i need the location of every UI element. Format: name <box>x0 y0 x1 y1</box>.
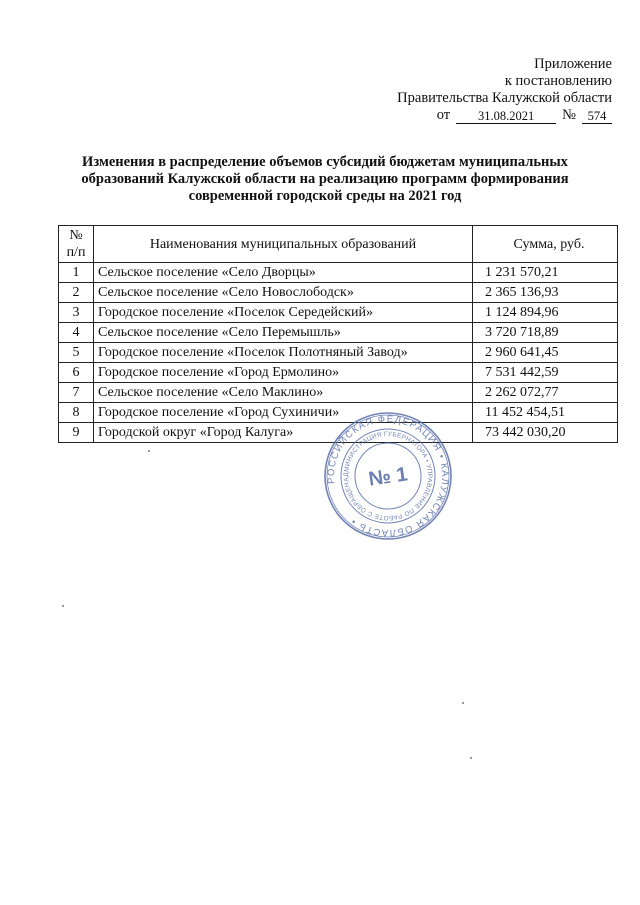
header-sum: Сумма, руб. <box>473 226 618 263</box>
subsidy-table <box>58 225 618 443</box>
scan-speck <box>470 757 472 759</box>
scan-speck <box>462 702 464 704</box>
row-municipality: Сельское поселение «Село Новослободск» <box>94 283 473 303</box>
table-header-row <box>59 226 618 263</box>
row-municipality: Городской округ «Город Калуга» <box>94 423 473 443</box>
row-municipality: Городское поселение «Поселок Полотняный Завод» <box>94 343 473 363</box>
row-sum: 7 531 442,59 <box>473 363 618 383</box>
row-sum: 1 231 570,21 <box>473 263 618 283</box>
header-number-line-2: п/п <box>66 245 86 260</box>
row-sum: 11 452 454,51 <box>473 403 618 423</box>
table-row <box>59 383 618 403</box>
table-row <box>59 343 618 363</box>
table-row <box>59 263 618 283</box>
appendix-label: Приложение <box>534 56 612 72</box>
row-sum: 2 365 136,93 <box>473 283 618 303</box>
header-number <box>59 226 94 263</box>
row-sum: 2 262 072,77 <box>473 383 618 403</box>
row-municipality: Сельское поселение «Село Маклино» <box>94 383 473 403</box>
official-seal <box>313 401 462 550</box>
row-number: 2 <box>59 283 94 303</box>
seal-graphic <box>313 401 462 550</box>
resolution-label: к постановлению <box>504 73 612 89</box>
row-municipality: Городское поселение «Поселок Середейский» <box>94 303 473 323</box>
row-number: 5 <box>59 343 94 363</box>
appendix-header <box>312 56 612 124</box>
row-number: 9 <box>59 423 94 443</box>
row-municipality: Сельское поселение «Село Перемышль» <box>94 323 473 343</box>
row-sum: 3 720 718,89 <box>473 323 618 343</box>
government-label: Правительства Калужской области <box>397 90 612 106</box>
row-sum: 73 442 030,20 <box>473 423 618 443</box>
document-title <box>60 154 590 205</box>
resolution-number: 574 <box>582 110 612 124</box>
seal-inner-text: АДМИНИСТРАЦИЯ ГУБЕРНАТОРА • УПРАВЛЕНИЕ ПО РАБОТЕ С ОБРАЩЕНИЯМИ ГРАЖДАН <box>313 414 434 522</box>
row-number: 3 <box>59 303 94 323</box>
table-row <box>59 303 618 323</box>
header-number-line-1: № <box>69 228 83 243</box>
title-line-3: современной городской среды на 2021 год <box>188 188 462 204</box>
header-name: Наименования муниципальных образований <box>94 226 473 263</box>
table-row <box>59 323 618 343</box>
row-municipality: Сельское поселение «Село Дворцы» <box>94 263 473 283</box>
title-line-1: Изменения в распределение объемов субсидий бюджетам муниципальных <box>82 154 568 170</box>
number-label: № <box>562 107 576 123</box>
row-number: 4 <box>59 323 94 343</box>
row-number: 6 <box>59 363 94 383</box>
row-municipality: Городское поселение «Город Сухиничи» <box>94 403 473 423</box>
row-number: 8 <box>59 403 94 423</box>
seal-center-text: № 1 <box>367 463 409 491</box>
row-number: 7 <box>59 383 94 403</box>
row-sum: 2 960 641,45 <box>473 343 618 363</box>
scan-speck <box>62 605 64 607</box>
row-number: 1 <box>59 263 94 283</box>
from-label: от <box>436 107 451 123</box>
seal-outer-text: РОССИЙСКАЯ ФЕДЕРАЦИЯ • КАЛУЖСКАЯ ОБЛАСТЬ • <box>325 413 451 539</box>
table-row <box>59 283 618 303</box>
resolution-date: 31.08.2021 <box>456 110 556 124</box>
row-sum: 1 124 894,96 <box>473 303 618 323</box>
table-row <box>59 363 618 383</box>
date-number-line <box>312 107 612 124</box>
scan-speck <box>148 450 150 452</box>
title-line-2: образований Калужской области на реализацию программ формирования <box>81 171 569 187</box>
row-municipality: Городское поселение «Город Ермолино» <box>94 363 473 383</box>
